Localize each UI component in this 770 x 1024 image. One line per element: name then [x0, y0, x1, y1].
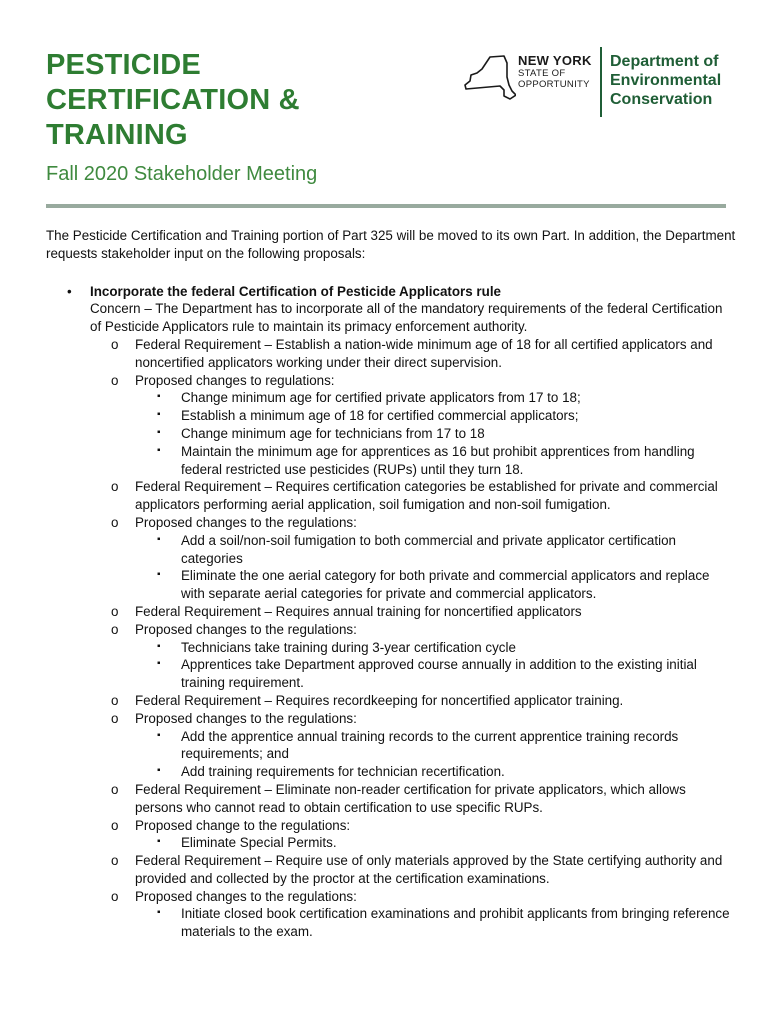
- change-item: [135, 905, 736, 941]
- circle-bullet-icon: o: [111, 603, 119, 619]
- square-bullet-icon: ▪: [157, 658, 161, 670]
- proposal-list: [46, 283, 736, 941]
- circle-bullet-icon: o: [111, 692, 119, 708]
- requirement-item: [90, 817, 736, 853]
- circle-bullet-icon: o: [111, 514, 119, 530]
- square-bullet-icon: ▪: [157, 640, 161, 652]
- change-text: Apprentices take Department approved course annually in addition to the existing initial training requirement.: [181, 657, 697, 691]
- circle-bullet-icon: o: [111, 888, 119, 904]
- bullet-icon: •: [67, 283, 72, 299]
- requirement-text: Proposed changes to the regulations:: [135, 888, 357, 904]
- change-list: [135, 905, 736, 941]
- square-bullet-icon: ▪: [157, 836, 161, 848]
- ny-tagline-2: OPPORTUNITY: [518, 79, 590, 90]
- requirement-text: Proposed changes to the regulations:: [135, 514, 357, 530]
- requirement-text: Proposed changes to regulations:: [135, 372, 335, 388]
- logo-divider: [600, 47, 602, 117]
- square-bullet-icon: ▪: [157, 391, 161, 403]
- square-bullet-icon: ▪: [157, 444, 161, 456]
- requirement-text: Proposed changes to the regulations:: [135, 621, 357, 637]
- change-text: Add a soil/non-soil fumigation to both commercial and private applicator certification categories: [181, 532, 676, 566]
- square-bullet-icon: ▪: [157, 409, 161, 421]
- proposal-item: [46, 283, 736, 941]
- nys-dec-logo: [460, 45, 750, 125]
- requirement-text: Federal Requirement – Eliminate non-reader certification for private applicators, which allows persons who cannot read to obtain certification to use specific RUPs.: [135, 781, 686, 815]
- change-item: [135, 728, 736, 764]
- concern-text: Concern – The Department has to incorporate all of the mandatory requirements of the federal Certification of Pesticide Applicators rule to maintain its primacy enforcement authority.: [90, 301, 723, 335]
- title-line-1: PESTICIDE: [46, 49, 201, 81]
- requirement-item: [90, 710, 736, 781]
- change-text: Change minimum age for certified private applicators from 17 to 18;: [181, 390, 581, 406]
- header-divider: [46, 204, 726, 208]
- requirement-text: Federal Requirement – Require use of only materials approved by the State certifying authority and provided and collected by the proctor at the certification examinations.: [135, 853, 723, 886]
- change-item: [135, 567, 736, 603]
- circle-bullet-icon: o: [111, 372, 119, 388]
- requirement-text: Proposed change to the regulations:: [135, 817, 351, 833]
- circle-bullet-icon: o: [111, 781, 119, 797]
- change-item: [135, 425, 736, 443]
- change-text: Initiate closed book certification examinations and prohibit applicants from bringing reference materials to the exam.: [181, 906, 730, 940]
- change-item: [135, 656, 736, 692]
- dec-line-3: Conservation: [610, 91, 713, 108]
- section-heading: Incorporate the federal Certification of Pesticide Applicators rule: [90, 283, 501, 299]
- requirement-item: [90, 781, 736, 817]
- requirement-item: [90, 478, 736, 514]
- change-text: Technicians take training during 3-year certification cycle: [181, 639, 516, 655]
- dec-wordmark: [610, 52, 721, 109]
- change-list: [135, 389, 736, 478]
- requirement-item: [90, 852, 736, 888]
- requirement-list: [90, 336, 736, 941]
- requirement-text: Federal Requirement – Requires annual training for noncertified applicators: [135, 603, 582, 619]
- page-subtitle: Fall 2020 Stakeholder Meeting: [46, 163, 318, 185]
- ny-tagline-1: STATE OF: [518, 68, 566, 79]
- circle-bullet-icon: o: [111, 621, 119, 637]
- circle-bullet-icon: o: [111, 817, 119, 833]
- square-bullet-icon: ▪: [157, 426, 161, 438]
- title-line-2: CERTIFICATION &: [46, 84, 300, 116]
- change-text: Change minimum age for technicians from 17 to 18: [181, 425, 485, 441]
- circle-bullet-icon: o: [111, 710, 119, 726]
- change-text: Add training requirements for technician recertification.: [181, 764, 505, 780]
- circle-bullet-icon: o: [111, 853, 119, 869]
- square-bullet-icon: ▪: [157, 907, 161, 919]
- change-list: [135, 834, 736, 852]
- requirement-item: [90, 692, 736, 710]
- change-list: [135, 532, 736, 603]
- requirement-text: Federal Requirement – Requires certification categories be established for private and commercial applicators performing aerial application, soil fumigation and non-soil fumigation.: [135, 479, 718, 513]
- document-body: [46, 227, 736, 941]
- square-bullet-icon: ▪: [157, 765, 161, 777]
- ny-wordmark: [518, 53, 592, 90]
- change-text: Add the apprentice annual training records to the current apprentice training records requirements; and: [181, 728, 679, 762]
- page-title: [46, 48, 300, 153]
- requirement-text: Federal Requirement – Requires recordkeeping for noncertified applicator training.: [135, 692, 624, 708]
- circle-bullet-icon: o: [111, 479, 119, 495]
- intro-paragraph: The Pesticide Certification and Training portion of Part 325 will be moved to its own Part. In addition, the Department requests stakeholder input on the following proposals:: [46, 228, 736, 261]
- ny-state-name: NEW YORK: [518, 53, 592, 68]
- title-line-3: TRAINING: [46, 119, 188, 151]
- change-list: [135, 728, 736, 781]
- change-item: [135, 639, 736, 657]
- dec-line-1: Department of: [610, 53, 719, 70]
- requirement-item: [90, 888, 736, 941]
- square-bullet-icon: ▪: [157, 533, 161, 545]
- requirement-item: [90, 514, 736, 603]
- new-york-state-map-icon: [460, 55, 516, 105]
- requirement-item: [90, 603, 736, 621]
- change-list: [135, 639, 736, 692]
- change-item: [135, 389, 736, 407]
- dec-line-2: Environmental: [610, 72, 722, 89]
- change-text: Eliminate the one aerial category for both private and commercial applicators and replace with separate aerial categories for private and commercial applicators.: [181, 568, 710, 602]
- square-bullet-icon: ▪: [157, 729, 161, 741]
- requirement-text: Proposed changes to the regulations:: [135, 710, 357, 726]
- change-item: [135, 407, 736, 425]
- change-text: Maintain the minimum age for apprentices as 16 but prohibit apprentices from handling federal restricted use pesticides (RUPs) until they turn 18.: [181, 443, 695, 477]
- change-text: Eliminate Special Permits.: [181, 835, 337, 851]
- change-item: [135, 763, 736, 781]
- requirement-item: [90, 372, 736, 479]
- square-bullet-icon: ▪: [157, 569, 161, 581]
- change-item: [135, 443, 736, 479]
- requirement-text: Federal Requirement – Establish a nation-wide minimum age of 18 for all certified applicators and noncertified applicators working under their direct supervision.: [135, 336, 713, 370]
- change-item: [135, 834, 736, 852]
- change-text: Establish a minimum age of 18 for certified commercial applicators;: [181, 408, 579, 424]
- requirement-item: [90, 336, 736, 372]
- circle-bullet-icon: o: [111, 336, 119, 352]
- change-item: [135, 532, 736, 568]
- requirement-item: [90, 621, 736, 692]
